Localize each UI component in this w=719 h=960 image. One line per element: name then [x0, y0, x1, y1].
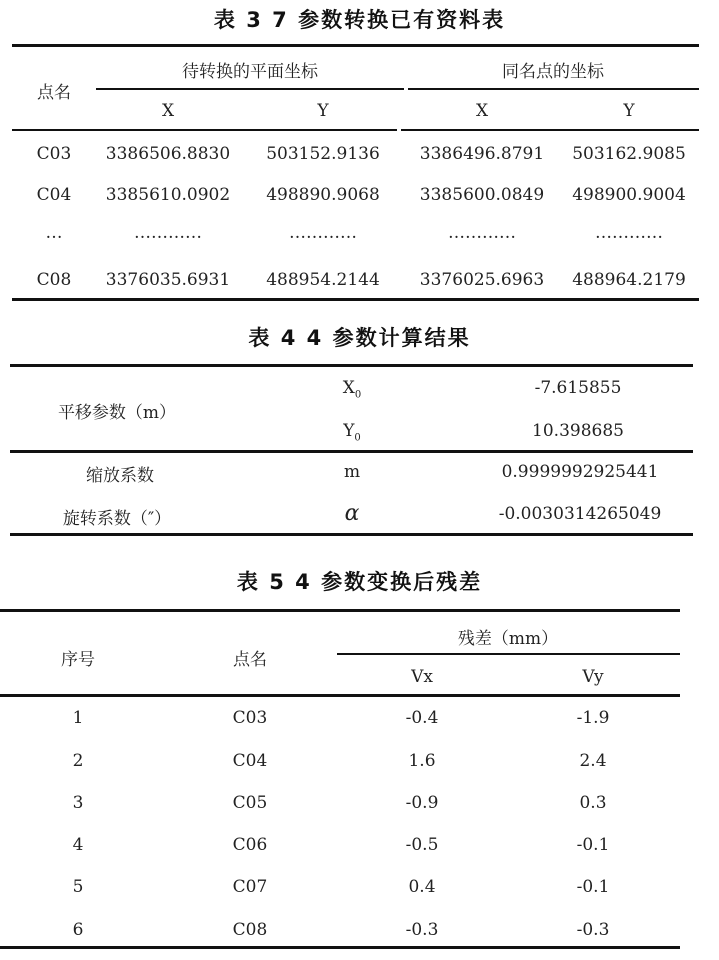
table4-scale-value: 0.9999992925441 — [501, 462, 659, 482]
table5-bottom-rule — [0, 946, 680, 949]
table5-row-vy: -0.1 — [576, 835, 610, 855]
table5-row-index: 6 — [72, 920, 84, 940]
table3-group-b-rule — [408, 88, 699, 90]
table5-header-index: 序号 — [61, 650, 95, 670]
table5-row-name: C04 — [232, 751, 268, 771]
table5-row-vx: -0.9 — [405, 793, 439, 813]
table5-title: 表 5 4 参数变换后残差 — [236, 570, 483, 594]
table5-row-vx: 0.4 — [408, 877, 436, 897]
table5-residual-rule — [337, 653, 680, 655]
table4-y0-symbol: $Y_0$ — [343, 421, 361, 444]
table5-row-vy: 0.3 — [579, 793, 607, 813]
table5-row-vy: 2.4 — [579, 751, 607, 771]
table3-row-name: … — [45, 223, 63, 243]
table3-row-name: C04 — [36, 185, 72, 205]
table4-scale-symbol: m — [343, 462, 361, 482]
table4-top-rule — [10, 364, 693, 367]
table3-row-name: C08 — [36, 270, 72, 290]
table4-translation-label: 平移参数（m） — [57, 403, 177, 423]
table5-row-index: 5 — [72, 877, 84, 897]
table4-y0-value: 10.398685 — [532, 421, 624, 441]
table5-header-residual: 残差（mm） — [457, 629, 559, 649]
table3-row-by: 488964.2179 — [572, 270, 686, 290]
table3-header-ax: X — [161, 101, 175, 121]
table3-header-bx: X — [475, 101, 489, 121]
table5-row-vx: 1.6 — [408, 751, 436, 771]
table3-header-rule-right — [401, 129, 699, 131]
table3-row-bx: 3385600.0849 — [419, 185, 545, 205]
table5-row-vx: -0.3 — [405, 920, 439, 940]
table3-title: 表 3 7 参数转换已有资料表 — [213, 8, 506, 32]
table3-header-rule-left — [12, 129, 397, 131]
table3-header-ay: Y — [317, 101, 329, 121]
table5-row-vy: -0.3 — [576, 920, 610, 940]
table5-header-vx: Vx — [411, 667, 433, 687]
table4-mid-rule — [10, 450, 693, 453]
table5-row-name: C07 — [232, 877, 268, 897]
table5-row-index: 4 — [72, 835, 84, 855]
table3-row-by: 498900.9004 — [572, 185, 686, 205]
table3-header-by: Y — [623, 101, 635, 121]
table5-top-rule — [0, 609, 680, 612]
table5-row-name: C06 — [232, 835, 268, 855]
table5-row-vy: -1.9 — [576, 708, 610, 728]
table3-row-bx: 3386496.8791 — [419, 144, 545, 164]
table3-header-group-a: 待转换的平面坐标 — [182, 62, 318, 82]
table5-header-vy: Vy — [582, 667, 604, 687]
table4-scale-label: 缩放系数 — [86, 466, 154, 486]
table5-row-vy: -0.1 — [576, 877, 610, 897]
table5-row-index: 1 — [72, 708, 84, 728]
table5-row-index: 2 — [72, 751, 84, 771]
table3-row-ay: 488954.2144 — [266, 270, 380, 290]
table5-row-vx: -0.5 — [405, 835, 439, 855]
table3-row-ay: 503152.9136 — [266, 144, 380, 164]
table4-x0-value: -7.615855 — [534, 378, 622, 398]
table5-header-point-name: 点名 — [233, 650, 267, 670]
table3-row-by: 503162.9085 — [572, 144, 686, 164]
table5-row-index: 3 — [72, 793, 84, 813]
table3-group-a-rule — [96, 88, 404, 90]
table3-header-group-b: 同名点的坐标 — [502, 62, 604, 82]
table3-row-ax: 3376035.6931 — [105, 270, 231, 290]
table5-row-vx: -0.4 — [405, 708, 439, 728]
table5-row-name: C08 — [232, 920, 268, 940]
table3-header-point-name: 点名 — [37, 83, 71, 103]
table3-row-bx: 3376025.6963 — [419, 270, 545, 290]
table5-row-name: C03 — [232, 708, 268, 728]
table3-bottom-rule — [12, 298, 699, 301]
table3-row-ax: 3386506.8830 — [105, 144, 231, 164]
table5-row-name: C05 — [232, 793, 268, 813]
table3-row-by: ………… — [595, 223, 663, 243]
table4-rotation-label: 旋转系数（″） — [62, 509, 172, 529]
table4-rotation-value: -0.0030314265049 — [498, 504, 662, 524]
table4-bottom-rule — [10, 533, 693, 536]
table3-row-name: C03 — [36, 144, 72, 164]
table4-rotation-symbol: α — [344, 501, 360, 526]
table3-row-ax: ………… — [134, 223, 202, 243]
table4-x0-symbol: $X_0$ — [342, 378, 362, 401]
table3-top-rule — [12, 44, 699, 47]
table4-title: 表 4 4 参数计算结果 — [248, 326, 471, 350]
table3-row-bx: ………… — [448, 223, 516, 243]
table3-row-ay: 498890.9068 — [266, 185, 380, 205]
table3-row-ay: ………… — [289, 223, 357, 243]
table5-header-rule — [0, 694, 680, 697]
table3-row-ax: 3385610.0902 — [105, 185, 231, 205]
